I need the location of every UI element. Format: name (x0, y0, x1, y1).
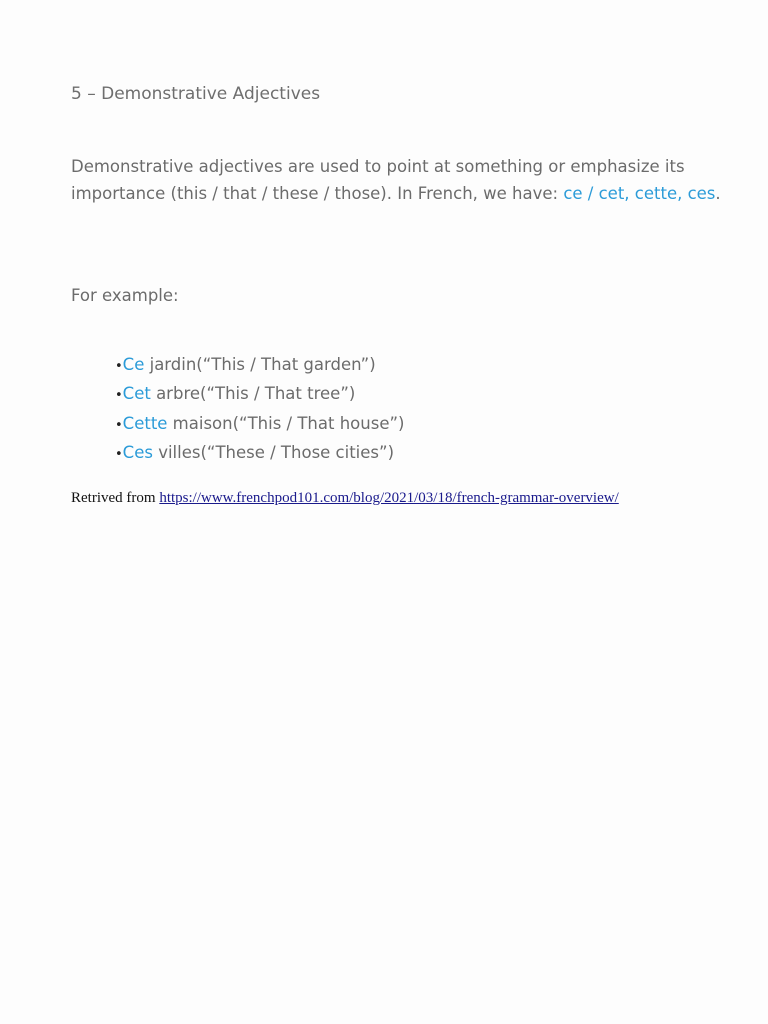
bullet-icon: • (115, 359, 123, 374)
example-translation: arbre(“This / That tree”) (150, 384, 356, 404)
intro-highlight: ce / cet, cette, ces (563, 184, 716, 203)
example-word: Ce (122, 355, 145, 374)
list-item (115, 410, 404, 439)
example-label: For example: (71, 286, 179, 305)
example-translation: jardin(“This / That garden”) (144, 355, 376, 374)
example-word: Cet (122, 384, 151, 404)
section-heading: 5 – Demonstrative Adjectives (71, 84, 321, 104)
intro-text: Demonstrative adjectives are used to point at something or emphasize its importance (this / that / these / those). In French, we have: (71, 157, 685, 203)
intro-paragraph (71, 153, 721, 207)
source-link[interactable]: https://www.frenchpod101.com/blog/2021/03/18/french-grammar-overview/ (159, 490, 619, 506)
examples-list (115, 351, 404, 468)
list-item (115, 439, 404, 468)
bullet-icon: • (115, 388, 123, 404)
bullet-icon: • (115, 417, 123, 433)
example-word: Cette (122, 413, 168, 433)
example-translation: maison(“This / That house”) (167, 413, 405, 433)
intro-end: . (715, 184, 721, 203)
example-word: Ces (122, 442, 153, 462)
bullet-icon: • (115, 446, 123, 462)
source-prefix: Retrived from (71, 490, 160, 506)
list-item (115, 380, 404, 409)
list-item (115, 351, 404, 380)
example-translation: villes(“These / Those cities”) (152, 442, 394, 462)
source-citation (71, 490, 619, 507)
